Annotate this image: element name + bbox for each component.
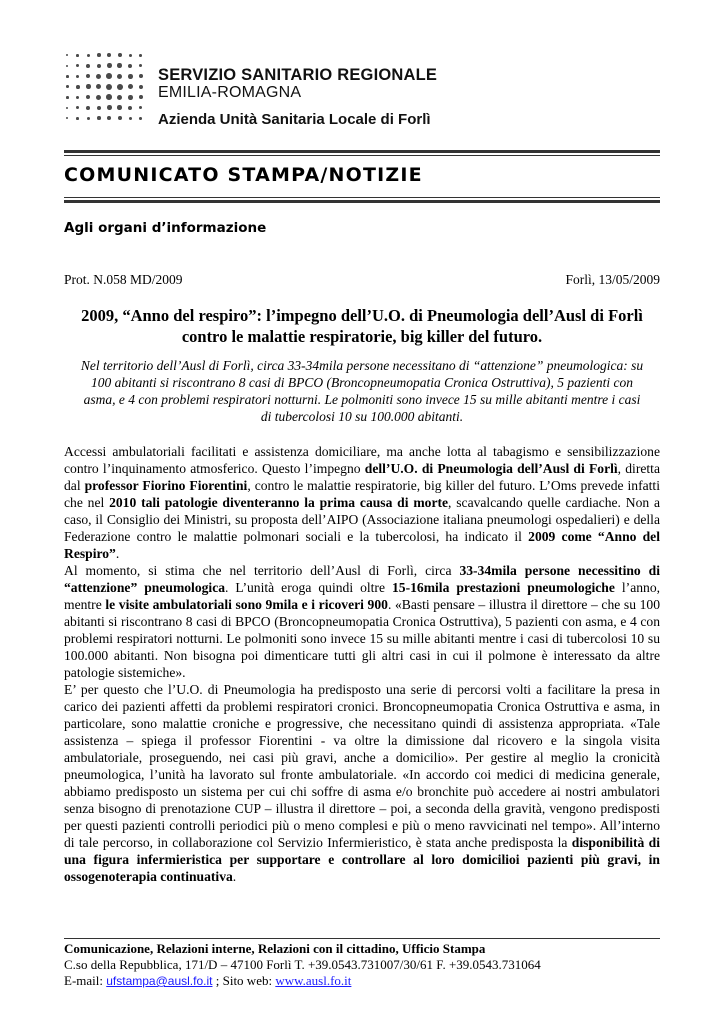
logo-dot	[97, 53, 101, 57]
paragraph-1	[64, 443, 660, 562]
logo-dot	[76, 75, 79, 78]
logo-dot	[66, 54, 68, 56]
ausl-logo-dot-grid	[64, 52, 146, 128]
logo-dot	[66, 117, 68, 119]
logo-dot	[86, 84, 91, 89]
logo-dot	[107, 105, 112, 110]
bold-text: professor Fiorino Fiorentini	[84, 478, 248, 493]
paragraph-2	[64, 562, 660, 681]
logo-dot	[106, 84, 112, 90]
text: , diretta dal	[64, 461, 660, 493]
logo-dot	[66, 96, 69, 99]
logo-dot	[76, 64, 79, 67]
headline: 2009, “Anno del respiro”: l’impegno dell’U.O. di Pneumologia dell’Ausl di Forlì contro le malattie respiratorie, big killer del futuro.	[81, 306, 643, 346]
logo-dot	[118, 53, 122, 57]
logo-dot	[66, 107, 68, 109]
logo-dot	[107, 53, 111, 57]
logo-dot	[96, 84, 101, 89]
title-top-rule	[64, 150, 660, 153]
logo-dot	[128, 84, 133, 89]
logo-dot	[76, 85, 80, 89]
logo-dot	[128, 106, 132, 110]
text: E’ per questo che l’U.O. di Pneumologia ha predisposto una serie di percorsi volti a facilitare la presa in carico dei pazienti affetti da problemi respiratori cronici. Broncopneumopatia Cronica Ostruttiva e asma, in particolare, sono malattie croniche e progressive, che necessitano quindi di assistenza appropriata. «Tale assistenza – spiega il professor Fiorentini - va oltre la dimissione dal ricovero e la singola visita ambulatoriale, proseguendo, nei casi più gravi, anche a domicilio». Per gestire al meglio la cronicità pneumologica, l’unità ha lavorato sul fronte ambulatoriale. «In accordo coi medici di medicina generale, abbiamo predisposto un sistema per cui chi soffre di asma e/o bronchite può accedere ai nostri ambulatori senza bisogno di prenotazione CUP – illustra il direttore – poi, a seconda della gravità, vengono predisposti per questi pazienti controlli periodici più o meno complesi e più o meno ravvicinati nel tempo». All’interno di tale percorso, in collaborazione col Servizio Infermieristico, è stata anche predisposta la	[64, 682, 660, 850]
text: , contro le malattie respiratorie, big killer del futuro. L’Oms prevede infatti che nel	[64, 478, 660, 510]
email-label: E-mail:	[64, 973, 107, 988]
bold-text: 2009 come “Anno del Respiro”	[64, 529, 660, 561]
logo-dot	[76, 54, 79, 57]
logo-dot	[107, 116, 111, 120]
text: l’anno, mentre	[64, 580, 661, 612]
footer-address: C.so della Repubblica, 171/D – 47100 Forlì T. +39.0543.731007/30/61 F. +39.0543.731064	[64, 957, 541, 972]
text: . «Basti pensare – illustra il direttore – che su 100 abitanti si riscontrano 8 casi di BPCO (Broncopneumopatia Cronica Ostruttiva), 5 pazienti con asma, e 4 con problemi respiratori notturni. Le polmoniti sono invece 15 su mille abitanti mentre i casi di tubercolosi 10 su 100.000 abitanti. Non bisogna poi dimenticare tutti gli altri casi in cui il polmone è interessato da altre patologie sistemiche».	[64, 597, 660, 680]
footer-office: Comunicazione, Relazioni interne, Relazioni con il cittadino, Ufficio Stampa	[64, 941, 486, 956]
logo-dot	[117, 95, 122, 100]
logo-dot	[96, 95, 101, 100]
logo-dot	[129, 54, 132, 57]
text: . L’unità eroga quindi oltre	[225, 580, 392, 595]
protocol-number: Prot. N.058 MD/2009	[64, 272, 183, 287]
logo-dot	[139, 74, 143, 78]
logo-dot	[66, 85, 69, 88]
document-title: COMUNICATO STAMPA/NOTIZIE	[64, 164, 423, 186]
title-top-rule-thin	[64, 155, 660, 156]
logo-dot	[139, 64, 142, 67]
logo-dot	[139, 54, 142, 57]
summary-italic: Nel territorio dell’Ausl di Forlì, circa 33-34mila persone necessitano di “attenzione” pneumologica: su 100 abitanti si riscontrano 8 casi di BPCO (Broncopneumopatia Cronica Ostruttiva), 5 pazienti con asma, e 4 con problemi respiratori notturni. Le polmoniti sono invece 15 su mille abitanti mentre i casi di tubercolosi 10 su 100.000 abitanti.	[80, 358, 644, 424]
logo-dot	[66, 65, 68, 67]
footer-rule	[64, 938, 660, 939]
logo-dot	[139, 85, 143, 89]
logo-dot	[128, 64, 132, 68]
bold-text: 33-34mila persone necessitino di “attenzione” pneumologica	[64, 563, 660, 595]
logo-dot	[96, 74, 101, 79]
title-bottom-rule	[64, 200, 660, 203]
logo-dot	[117, 105, 122, 110]
email-link[interactable]: ufstampa@ausl.fo.it	[106, 974, 213, 988]
bold-text: dell’U.O. di Pneumologia dell’Ausl di Forlì	[364, 461, 618, 476]
title-bottom-rule-thin	[64, 197, 660, 198]
logo-dot	[97, 64, 101, 68]
logo-dot	[87, 54, 90, 57]
org-name-line3: Azienda Unità Sanitaria Locale di Forlì	[158, 111, 431, 128]
logo-dot	[86, 64, 90, 68]
text: Al momento, si stima che nel territorio dell’Ausl di Forlì, circa	[64, 563, 460, 578]
logo-dot	[106, 73, 112, 79]
text: Accessi ambulatoriali facilitati e assistenza domiciliare, ma anche lotta al tabagismo e sensibilizzazione contro l’inquinamento atmosferico. Questo l’impegno	[64, 444, 660, 476]
footer-contacts	[64, 973, 660, 989]
logo-dot	[128, 95, 133, 100]
org-name-line2: EMILIA-ROMAGNA	[158, 84, 302, 101]
logo-dot	[139, 95, 143, 99]
footer	[64, 941, 660, 989]
article-body	[64, 443, 660, 885]
logo-dot	[97, 106, 101, 110]
place-date: Forlì, 13/05/2009	[565, 272, 660, 287]
logo-dot	[128, 74, 133, 79]
logo-dot	[86, 74, 90, 78]
bold-text: 15-16mila prestazioni pneumologiche	[391, 580, 615, 595]
logo-dot	[86, 106, 90, 110]
logo-dot	[117, 84, 123, 90]
logo-dot	[107, 63, 112, 68]
logo-dot	[76, 96, 79, 99]
logo-dot	[117, 74, 122, 79]
org-name-line1: SERVIZIO SANITARIO REGIONALE	[158, 66, 438, 84]
logo-dot	[66, 75, 69, 78]
logo-dot	[76, 106, 79, 109]
text: , scavalcando quelle cardiache. Non a caso, il Consiglio dei Ministri, su proposta dell’AIPO (Associazione italiana pneumologi ospedalieri) e della Federazione contro le malattie polmonari sociali e la tubercolosi, ha indicato il	[64, 495, 660, 544]
logo-dot	[106, 94, 112, 100]
bold-text: disponibilità di una figura infermieristica per supportare e controllare al loro domicilioi pazienti più gravi, in ossogenoterapia continuativa	[64, 835, 660, 884]
logo-dot	[97, 116, 101, 120]
bold-text: le visite ambulatoriali sono 9mila e i ricoveri 900	[105, 597, 388, 612]
website-link[interactable]: www.ausl.fo.it	[275, 973, 352, 988]
paragraph-3	[64, 681, 660, 885]
logo-dot	[139, 106, 142, 109]
logo-dot	[117, 63, 122, 68]
logo-dot	[129, 117, 132, 120]
recipient-line: Agli organi d’informazione	[64, 220, 267, 236]
logo-dot	[76, 117, 79, 120]
logo-dot	[87, 117, 90, 120]
text: .	[115, 546, 120, 561]
site-label: ; Sito web:	[212, 973, 276, 988]
bold-text: 2010 tali patologie diventeranno la prima causa di morte	[109, 495, 449, 510]
logo-dot	[86, 95, 90, 99]
logo-dot	[139, 117, 142, 120]
text: .	[232, 869, 237, 884]
logo-dot	[118, 116, 122, 120]
